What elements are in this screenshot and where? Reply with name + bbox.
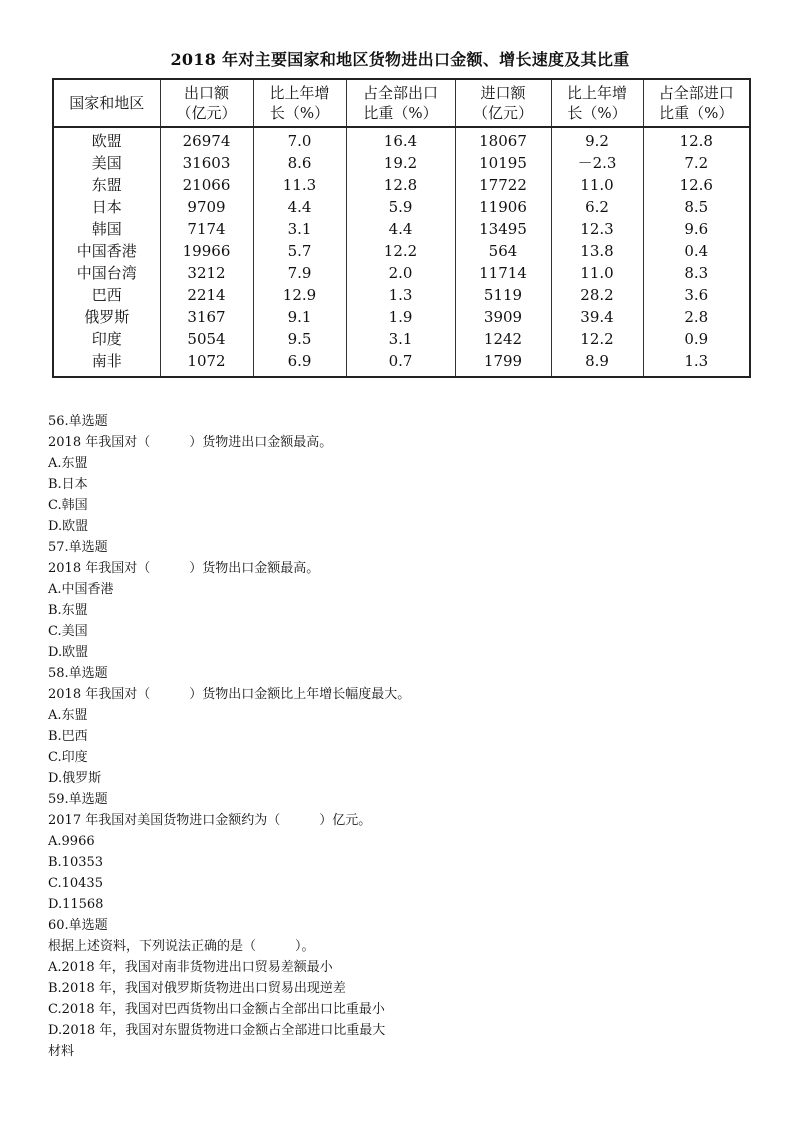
table-cell: 2.8 (643, 306, 750, 328)
question-option: A.9966 (48, 834, 95, 849)
table-cell: 12.8 (643, 127, 750, 152)
trade-table (52, 78, 751, 378)
table-cell: 19.2 (346, 152, 455, 174)
question-option: A.2018 年，我国对南非货物进出口贸易差额最小 (48, 960, 333, 975)
table-cell: 3.1 (253, 218, 346, 240)
question-option: D.俄罗斯 (48, 771, 102, 786)
table-cell: 2214 (160, 284, 253, 306)
table-body (53, 127, 750, 377)
table-cell: 5119 (455, 284, 551, 306)
header-export-growth: 比上年增 长（%） (253, 79, 346, 127)
table-row (53, 306, 750, 328)
table-cell: 1.3 (346, 284, 455, 306)
table-cell-region: 中国台湾 (53, 262, 160, 284)
table-cell: 7.2 (643, 152, 750, 174)
question-option: D.2018 年，我国对东盟货物进口金额占全部进口比重最大 (48, 1023, 386, 1038)
table-cell: 6.9 (253, 350, 346, 377)
question-number: 60.单选题 (48, 918, 108, 933)
table-cell: 18067 (455, 127, 551, 152)
table-cell: 1.9 (346, 306, 455, 328)
table-cell: 4.4 (253, 196, 346, 218)
table-row (53, 284, 750, 306)
table-row (53, 262, 750, 284)
table-cell-region: 美国 (53, 152, 160, 174)
table-cell: 13.8 (551, 240, 643, 262)
table-cell: 7.0 (253, 127, 346, 152)
table-row (53, 152, 750, 174)
table-cell: 11.0 (551, 174, 643, 196)
table-cell: 3167 (160, 306, 253, 328)
question-option: B.2018 年，我国对俄罗斯货物进出口贸易出现逆差 (48, 981, 346, 996)
question-option: B.东盟 (48, 603, 88, 618)
table-row (53, 127, 750, 152)
table-cell: 3.1 (346, 328, 455, 350)
table-cell: 0.7 (346, 350, 455, 377)
table-cell: 7.9 (253, 262, 346, 284)
header-region: 国家和地区 (53, 79, 160, 127)
question-option: A.东盟 (48, 456, 88, 471)
footer-label: 材料 (48, 1044, 75, 1059)
header-import: 进口额 （亿元） (455, 79, 551, 127)
table-cell: 11906 (455, 196, 551, 218)
question-stem: 2018 年我国对（ ）货物出口金额最高。 (48, 561, 320, 576)
table-cell: 1.3 (643, 350, 750, 377)
table-cell: 12.6 (643, 174, 750, 196)
table-cell: 12.2 (346, 240, 455, 262)
table-cell: 9.1 (253, 306, 346, 328)
table-header-row (53, 79, 750, 127)
header-import-share: 占全部进口 比重（%） (643, 79, 750, 127)
table-cell: 9.5 (253, 328, 346, 350)
table-cell: 1072 (160, 350, 253, 377)
table-cell-region: 巴西 (53, 284, 160, 306)
question-option: D.欧盟 (48, 519, 89, 534)
table-cell: 1799 (455, 350, 551, 377)
table-row (53, 218, 750, 240)
question-number: 57.单选题 (48, 540, 108, 555)
table-row (53, 240, 750, 262)
question-list (48, 411, 768, 1062)
table-cell: 5054 (160, 328, 253, 350)
table-cell: 28.2 (551, 284, 643, 306)
question-stem: 2018 年我国对（ ）货物进出口金额最高。 (48, 435, 333, 450)
header-export-share: 占全部出口 比重（%） (346, 79, 455, 127)
question-option: C.2018 年，我国对巴西货物出口金额占全部出口比重最小 (48, 1002, 385, 1017)
table-cell: 12.2 (551, 328, 643, 350)
table-cell: 13495 (455, 218, 551, 240)
question-number: 56.单选题 (48, 414, 108, 429)
table-cell-region: 东盟 (53, 174, 160, 196)
question-number: 58.单选题 (48, 666, 108, 681)
table-cell: 8.9 (551, 350, 643, 377)
question-option: B.日本 (48, 477, 88, 492)
question-option: A.中国香港 (48, 582, 114, 597)
table-cell: 11.0 (551, 262, 643, 284)
question-stem: 根据上述资料，下列说法正确的是（ ）。 (48, 939, 315, 954)
table-cell: 9.2 (551, 127, 643, 152)
table-cell-region: 俄罗斯 (53, 306, 160, 328)
table-cell: 7174 (160, 218, 253, 240)
table-cell-region: 中国香港 (53, 240, 160, 262)
table-cell: 5.9 (346, 196, 455, 218)
table-cell: 4.4 (346, 218, 455, 240)
table-cell: 3909 (455, 306, 551, 328)
question-option: D.11568 (48, 897, 104, 912)
table-cell: 8.5 (643, 196, 750, 218)
table-cell-region: 印度 (53, 328, 160, 350)
table-cell: 17722 (455, 174, 551, 196)
table-cell: 11714 (455, 262, 551, 284)
table-cell: 3.6 (643, 284, 750, 306)
table-title: 2018 年对主要国家和地区货物进出口金额、增长速度及其比重 (170, 50, 630, 69)
table-cell: 2.0 (346, 262, 455, 284)
table-cell: 8.6 (253, 152, 346, 174)
table-cell: 12.3 (551, 218, 643, 240)
table-cell: 0.9 (643, 328, 750, 350)
header-import-growth: 比上年增 长（%） (551, 79, 643, 127)
table-cell: 5.7 (253, 240, 346, 262)
table-cell: 31603 (160, 152, 253, 174)
question-stem: 2017 年我国对美国货物进口金额约为（ ）亿元。 (48, 813, 372, 828)
question-option: C.美国 (48, 624, 88, 639)
header-export: 出口额 （亿元） (160, 79, 253, 127)
question-option: D.欧盟 (48, 645, 89, 660)
question-number: 59.单选题 (48, 792, 108, 807)
table-cell: 12.9 (253, 284, 346, 306)
table-row (53, 174, 750, 196)
table-cell-region: 韩国 (53, 218, 160, 240)
table-row (53, 350, 750, 377)
table-cell: 9.6 (643, 218, 750, 240)
table-cell: 12.8 (346, 174, 455, 196)
question-option: A.东盟 (48, 708, 88, 723)
question-option: C.10435 (48, 876, 103, 891)
table-cell: 6.2 (551, 196, 643, 218)
table-cell: 1242 (455, 328, 551, 350)
table-cell: 26974 (160, 127, 253, 152)
table-cell: 10195 (455, 152, 551, 174)
table-cell-region: 南非 (53, 350, 160, 377)
table-cell: 11.3 (253, 174, 346, 196)
question-option: B.巴西 (48, 729, 88, 744)
table-row (53, 196, 750, 218)
table-cell: 19966 (160, 240, 253, 262)
table-cell: 16.4 (346, 127, 455, 152)
table-cell: 0.4 (643, 240, 750, 262)
table-row (53, 328, 750, 350)
table-cell: 3212 (160, 262, 253, 284)
table-cell: 21066 (160, 174, 253, 196)
table-cell: －2.3 (551, 152, 643, 174)
table-cell-region: 日本 (53, 196, 160, 218)
question-option: C.印度 (48, 750, 88, 765)
question-stem: 2018 年我国对（ ）货物出口金额比上年增长幅度最大。 (48, 687, 411, 702)
question-option: B.10353 (48, 855, 104, 870)
table-cell: 9709 (160, 196, 253, 218)
table-cell-region: 欧盟 (53, 127, 160, 152)
table-cell: 564 (455, 240, 551, 262)
table-cell: 8.3 (643, 262, 750, 284)
question-option: C.韩国 (48, 498, 88, 513)
table-cell: 39.4 (551, 306, 643, 328)
